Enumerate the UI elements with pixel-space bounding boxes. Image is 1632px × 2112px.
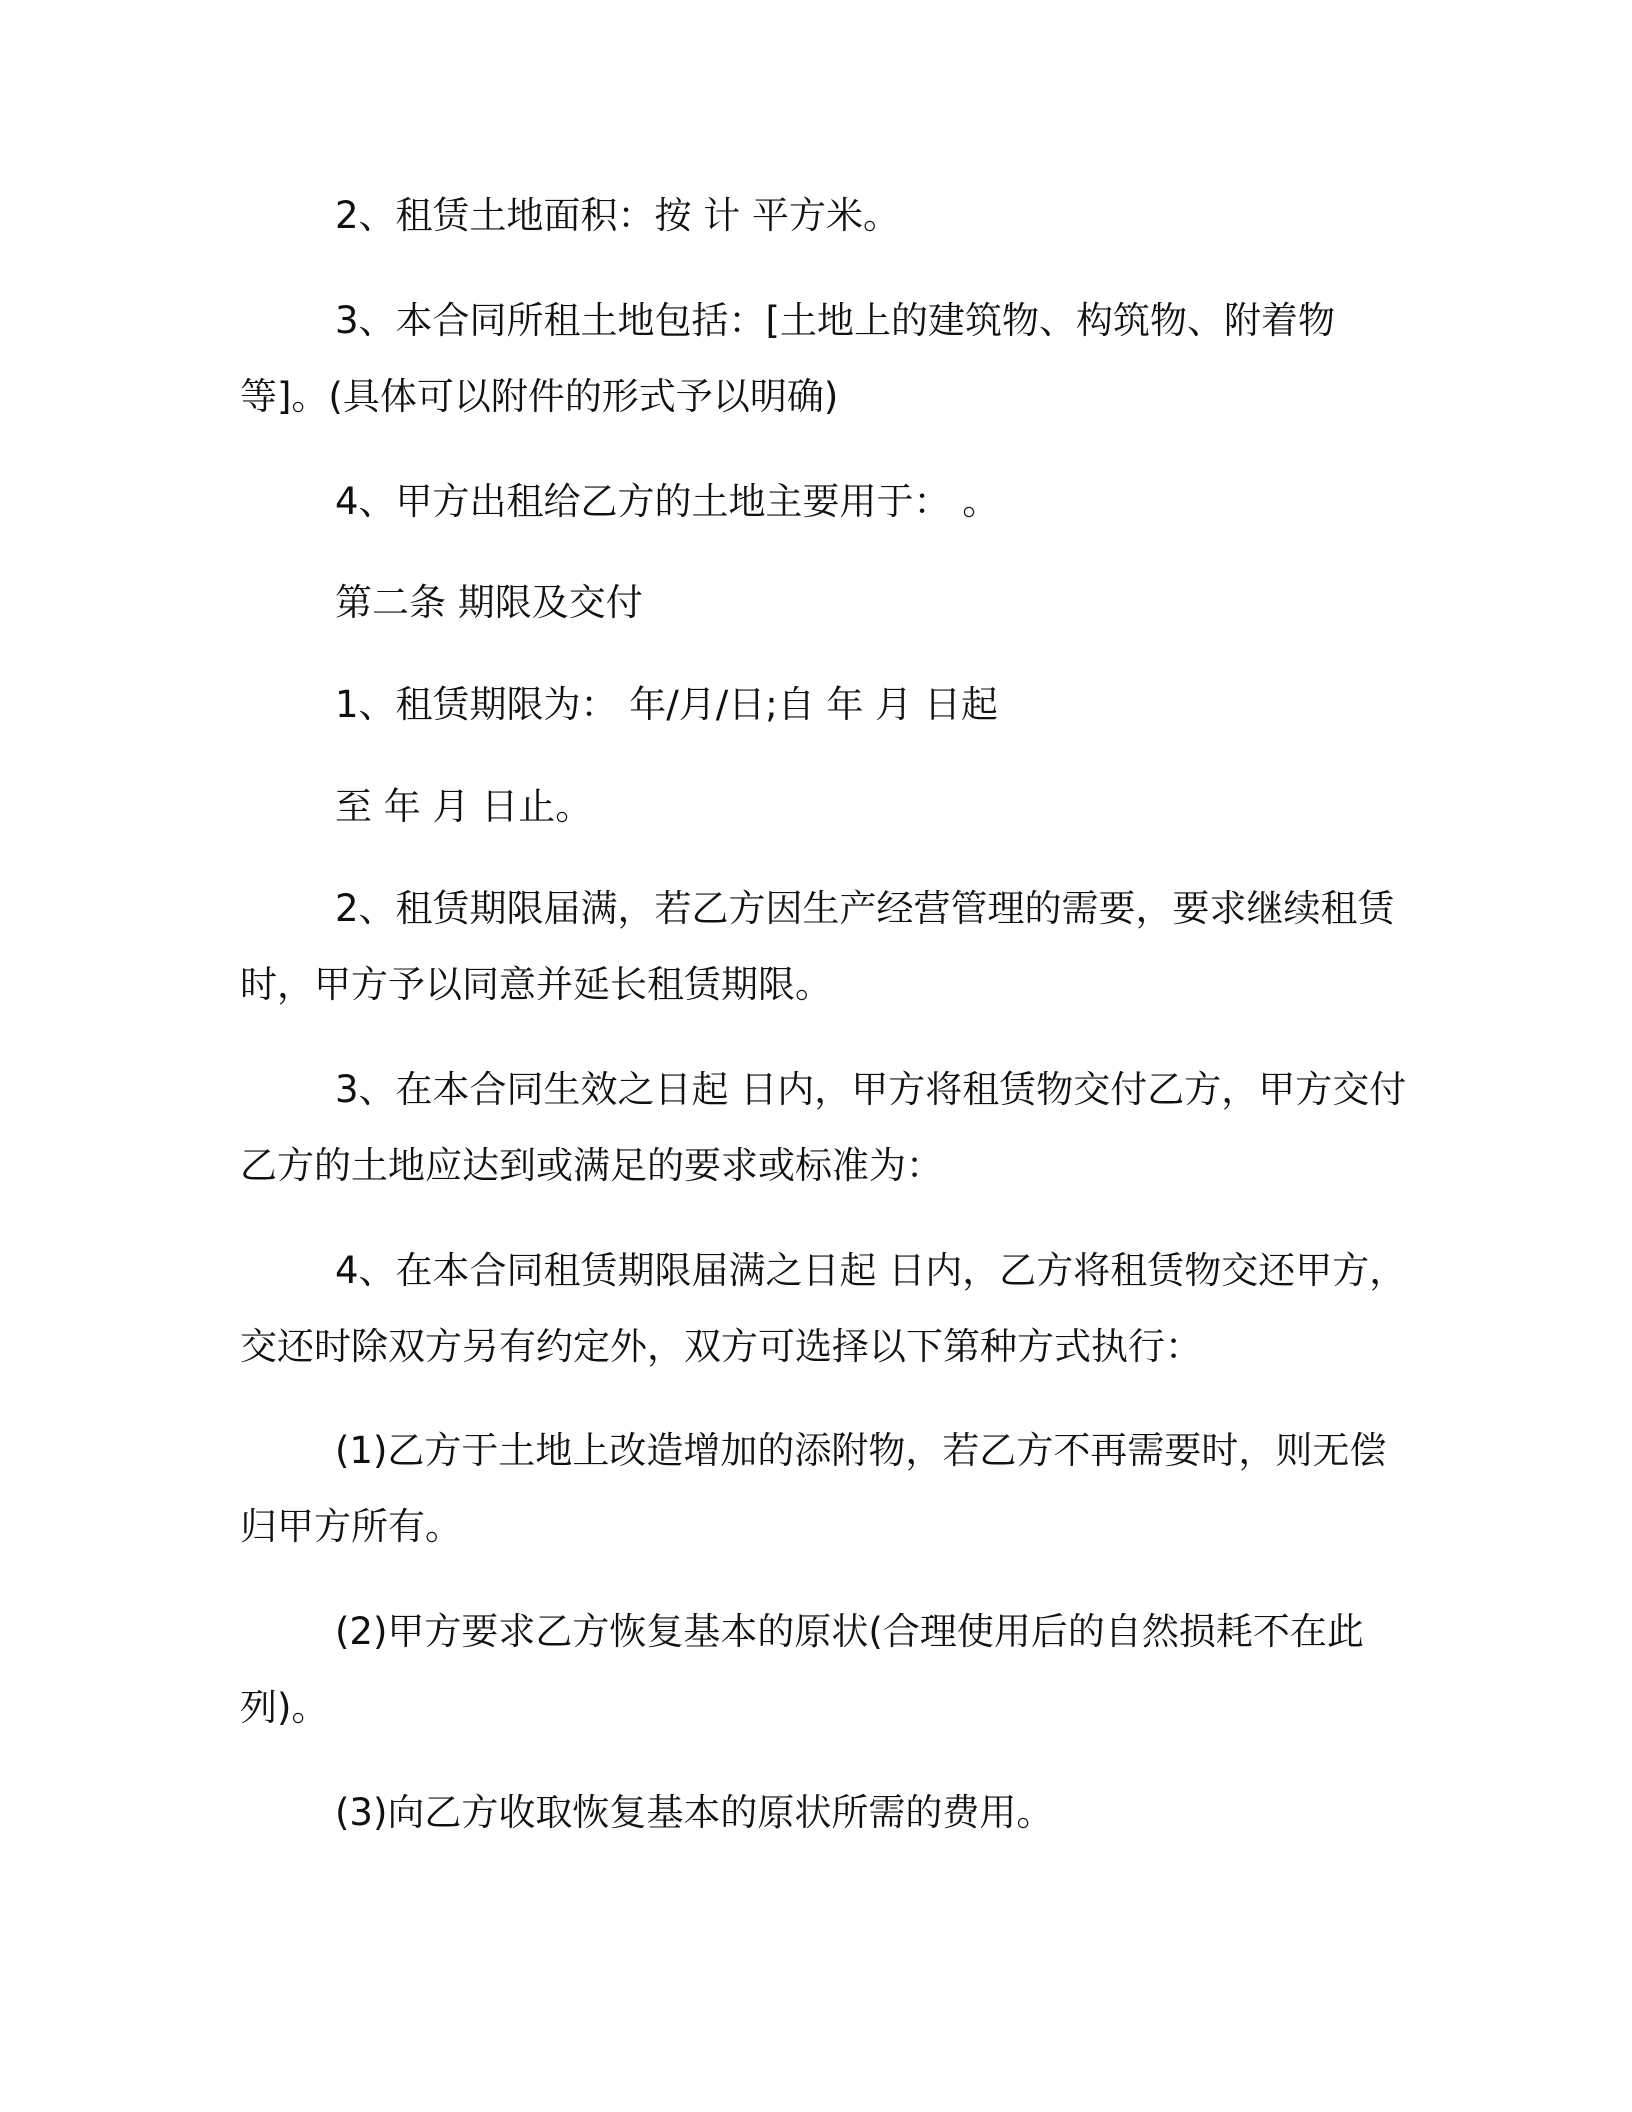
option-1: (1)乙方于土地上改造增加的添附物，若乙方不再需要时，则无偿归甲方所有。: [240, 1429, 1387, 1548]
option-3: (3)向乙方收取恢复基本的原状所需的费用。: [335, 1791, 1054, 1834]
clause-area: 2、租赁土地面积：按 计 平方米。: [335, 194, 901, 237]
clause-term-start: 1、租赁期限为： 年/月/日;自 年 月 日起: [335, 683, 998, 726]
option-2: (2)甲方要求乙方恢复基本的原状(合理使用后的自然损耗不在此列)。: [240, 1610, 1364, 1729]
clause-renewal: 2、租赁期限届满，若乙方因生产经营管理的需要，要求继续租赁时，甲方予以同意并延长租赁期限。: [240, 887, 1395, 1006]
clause-delivery: 3、在本合同生效之日起 日内，甲方将租赁物交付乙方，甲方交付乙方的土地应达到或满足的要求或标准为：: [240, 1068, 1407, 1187]
clause-purpose: 4、甲方出租给乙方的土地主要用于： 。: [335, 480, 1000, 523]
clause-scope: 3、本合同所租土地包括：[土地上的建筑物、构筑物、附着物等]。(具体可以附件的形式予以明确): [240, 299, 1335, 418]
article-heading: 第二条 期限及交付: [335, 581, 643, 624]
clause-return: 4、在本合同租赁期限届满之日起 日内，乙方将租赁物交还甲方，交还时除双方另有约定外，双方可选择以下第种方式执行：: [240, 1249, 1407, 1368]
clause-term-end: 至 年 月 日止。: [335, 785, 593, 828]
